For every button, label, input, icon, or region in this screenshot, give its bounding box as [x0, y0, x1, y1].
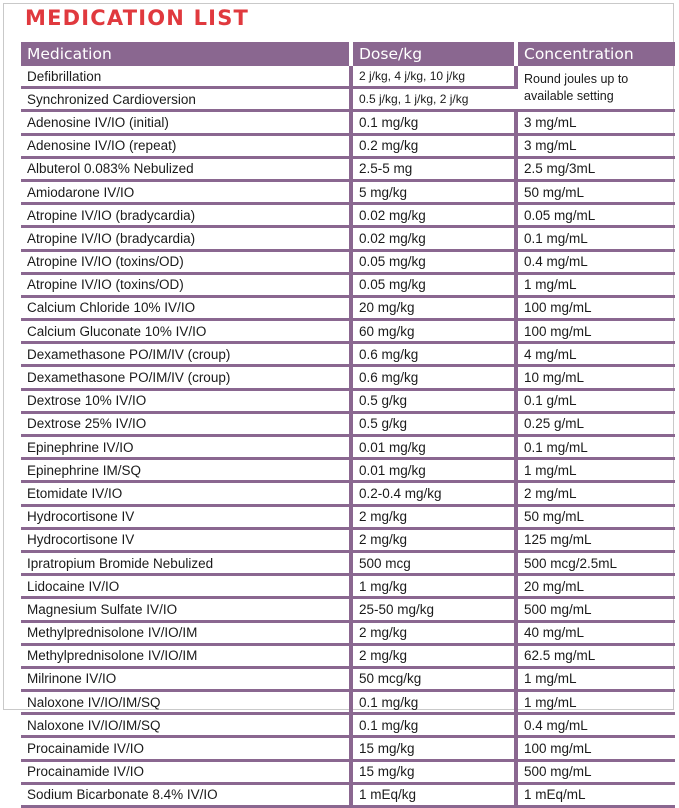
dose-cell: 0.1 mg/kg: [351, 691, 516, 714]
medication-cell: Procainamide IV/IO: [21, 737, 351, 760]
medication-cell: Ipratropium Bromide Nebulized: [21, 551, 351, 574]
medication-cell: Milrinone IV/IO: [21, 667, 351, 690]
table-row: [21, 273, 675, 296]
dose-cell: 1 mg/kg: [351, 575, 516, 598]
dose-cell: 20 mg/kg: [351, 296, 516, 319]
medication-cell: Naloxone IV/IO/IM/SQ: [21, 691, 351, 714]
concentration-cell: 500 mg/mL: [516, 598, 675, 621]
table-row: [21, 412, 675, 435]
medication-cell: Defibrillation: [21, 66, 351, 88]
header-dose: Dose/kg: [351, 42, 516, 66]
medication-table: [21, 42, 675, 808]
table-header-row: [21, 42, 675, 66]
concentration-cell: 0.4 mg/mL: [516, 250, 675, 273]
dose-cell: 0.5 g/kg: [351, 389, 516, 412]
medication-cell: Epinephrine IM/SQ: [21, 459, 351, 482]
medication-cell: Atropine IV/IO (toxins/OD): [21, 273, 351, 296]
dose-cell: 0.1 mg/kg: [351, 714, 516, 737]
dose-cell: 2 j/kg, 4 j/kg, 10 j/kg: [351, 66, 516, 88]
dose-cell: 0.01 mg/kg: [351, 459, 516, 482]
header-medication: Medication: [21, 42, 351, 66]
medication-cell: Hydrocortisone IV: [21, 528, 351, 551]
medication-cell: Dexamethasone PO/IM/IV (croup): [21, 343, 351, 366]
dose-cell: 500 mcg: [351, 551, 516, 574]
concentration-cell: 20 mg/mL: [516, 575, 675, 598]
concentration-cell: 100 mg/mL: [516, 320, 675, 343]
dose-cell: 15 mg/kg: [351, 737, 516, 760]
table-row: [21, 366, 675, 389]
dose-cell: 5 mg/kg: [351, 180, 516, 203]
table-row: [21, 436, 675, 459]
table-row: [21, 598, 675, 621]
dose-cell: 2.5-5 mg: [351, 157, 516, 180]
table-row: [21, 528, 675, 551]
concentration-cell: 62.5 mg/mL: [516, 644, 675, 667]
concentration-cell: 0.1 mg/mL: [516, 436, 675, 459]
medication-cell: Albuterol 0.083% Nebulized: [21, 157, 351, 180]
medication-cell: Etomidate IV/IO: [21, 482, 351, 505]
concentration-cell: 2.5 mg/3mL: [516, 157, 675, 180]
table-row: [21, 389, 675, 412]
table-row: [21, 134, 675, 157]
concentration-cell: 500 mg/mL: [516, 760, 675, 783]
table-row: [21, 644, 675, 667]
table-row: [21, 180, 675, 203]
medication-cell: Dextrose 25% IV/IO: [21, 412, 351, 435]
medication-cell: Procainamide IV/IO: [21, 760, 351, 783]
table-row: [21, 482, 675, 505]
table-row: [21, 459, 675, 482]
concentration-cell: 4 mg/mL: [516, 343, 675, 366]
concentration-cell: 100 mg/mL: [516, 296, 675, 319]
medication-cell: Calcium Gluconate 10% IV/IO: [21, 320, 351, 343]
dose-cell: 0.2-0.4 mg/kg: [351, 482, 516, 505]
dose-cell: 0.02 mg/kg: [351, 204, 516, 227]
table-row: [21, 204, 675, 227]
table-row: [21, 296, 675, 319]
dose-cell: 0.02 mg/kg: [351, 227, 516, 250]
concentration-cell: 1 mg/mL: [516, 667, 675, 690]
dose-cell: 0.5 j/kg, 1 j/kg, 2 j/kg: [351, 88, 516, 111]
dose-cell: 50 mcg/kg: [351, 667, 516, 690]
dose-cell: 0.6 mg/kg: [351, 366, 516, 389]
medication-cell: Hydrocortisone IV: [21, 505, 351, 528]
dose-cell: 0.05 mg/kg: [351, 250, 516, 273]
medication-cell: Calcium Chloride 10% IV/IO: [21, 296, 351, 319]
medication-cell: Naloxone IV/IO/IM/SQ: [21, 714, 351, 737]
dose-cell: 0.6 mg/kg: [351, 343, 516, 366]
table-row: [21, 691, 675, 714]
concentration-cell: 125 mg/mL: [516, 528, 675, 551]
table-row: [21, 250, 675, 273]
concentration-cell: 1 mg/mL: [516, 691, 675, 714]
dose-cell: 0.05 mg/kg: [351, 273, 516, 296]
table-row: [21, 575, 675, 598]
concentration-cell: 3 mg/mL: [516, 134, 675, 157]
table-row: [21, 714, 675, 737]
dose-cell: 2 mg/kg: [351, 528, 516, 551]
medication-cell: Magnesium Sulfate IV/IO: [21, 598, 351, 621]
medication-cell: Amiodarone IV/IO: [21, 180, 351, 203]
medication-cell: Synchronized Cardioversion: [21, 88, 351, 111]
dose-cell: 2 mg/kg: [351, 505, 516, 528]
concentration-cell: 2 mg/mL: [516, 482, 675, 505]
medication-cell: Sodium Bicarbonate 8.4% IV/IO: [21, 783, 351, 806]
medication-cell: Atropine IV/IO (toxins/OD): [21, 250, 351, 273]
concentration-cell: 100 mg/mL: [516, 737, 675, 760]
concentration-cell: 50 mg/mL: [516, 505, 675, 528]
medication-cell: Methylprednisolone IV/IO/IM: [21, 621, 351, 644]
medication-cell: Dextrose 10% IV/IO: [21, 389, 351, 412]
concentration-cell: 1 mg/mL: [516, 459, 675, 482]
medication-cell: Lidocaine IV/IO: [21, 575, 351, 598]
table-row: [21, 343, 675, 366]
cardio-note: Round joules up to available setting: [516, 66, 675, 111]
dose-cell: 0.2 mg/kg: [351, 134, 516, 157]
concentration-cell: 0.1 g/mL: [516, 389, 675, 412]
concentration-cell: 500 mcg/2.5mL: [516, 551, 675, 574]
medication-cell: Atropine IV/IO (bradycardia): [21, 204, 351, 227]
table-row: [21, 227, 675, 250]
table-row: [21, 760, 675, 783]
concentration-cell: 0.25 g/mL: [516, 412, 675, 435]
concentration-cell: 0.05 mg/mL: [516, 204, 675, 227]
medication-cell: Dexamethasone PO/IM/IV (croup): [21, 366, 351, 389]
dose-cell: 0.1 mg/kg: [351, 111, 516, 134]
table-row: [21, 737, 675, 760]
medication-cell: Methylprednisolone IV/IO/IM: [21, 644, 351, 667]
concentration-cell: 1 mEq/mL: [516, 783, 675, 806]
table-row: [21, 621, 675, 644]
dose-cell: 2 mg/kg: [351, 621, 516, 644]
table-row: [21, 320, 675, 343]
concentration-cell: 10 mg/mL: [516, 366, 675, 389]
header-concentration: Concentration: [516, 42, 675, 66]
table-row: [21, 551, 675, 574]
table-row: [21, 66, 675, 88]
dose-cell: 0.01 mg/kg: [351, 436, 516, 459]
medication-cell: Adenosine IV/IO (repeat): [21, 134, 351, 157]
dose-cell: 2 mg/kg: [351, 644, 516, 667]
table-row: [21, 505, 675, 528]
dose-cell: 1 mEq/kg: [351, 783, 516, 806]
page-title: MEDICATION LIST: [25, 6, 250, 30]
concentration-cell: 3 mg/mL: [516, 111, 675, 134]
concentration-cell: 0.4 mg/mL: [516, 714, 675, 737]
concentration-cell: 40 mg/mL: [516, 621, 675, 644]
table-row: [21, 667, 675, 690]
table-row: [21, 783, 675, 806]
concentration-cell: 50 mg/mL: [516, 180, 675, 203]
medication-cell: Adenosine IV/IO (initial): [21, 111, 351, 134]
table-row: [21, 157, 675, 180]
dose-cell: 25-50 mg/kg: [351, 598, 516, 621]
concentration-cell: 1 mg/mL: [516, 273, 675, 296]
medication-cell: Epinephrine IV/IO: [21, 436, 351, 459]
dose-cell: 15 mg/kg: [351, 760, 516, 783]
medication-cell: Atropine IV/IO (bradycardia): [21, 227, 351, 250]
dose-cell: 60 mg/kg: [351, 320, 516, 343]
dose-cell: 0.5 g/kg: [351, 412, 516, 435]
table-row: [21, 111, 675, 134]
concentration-cell: 0.1 mg/mL: [516, 227, 675, 250]
